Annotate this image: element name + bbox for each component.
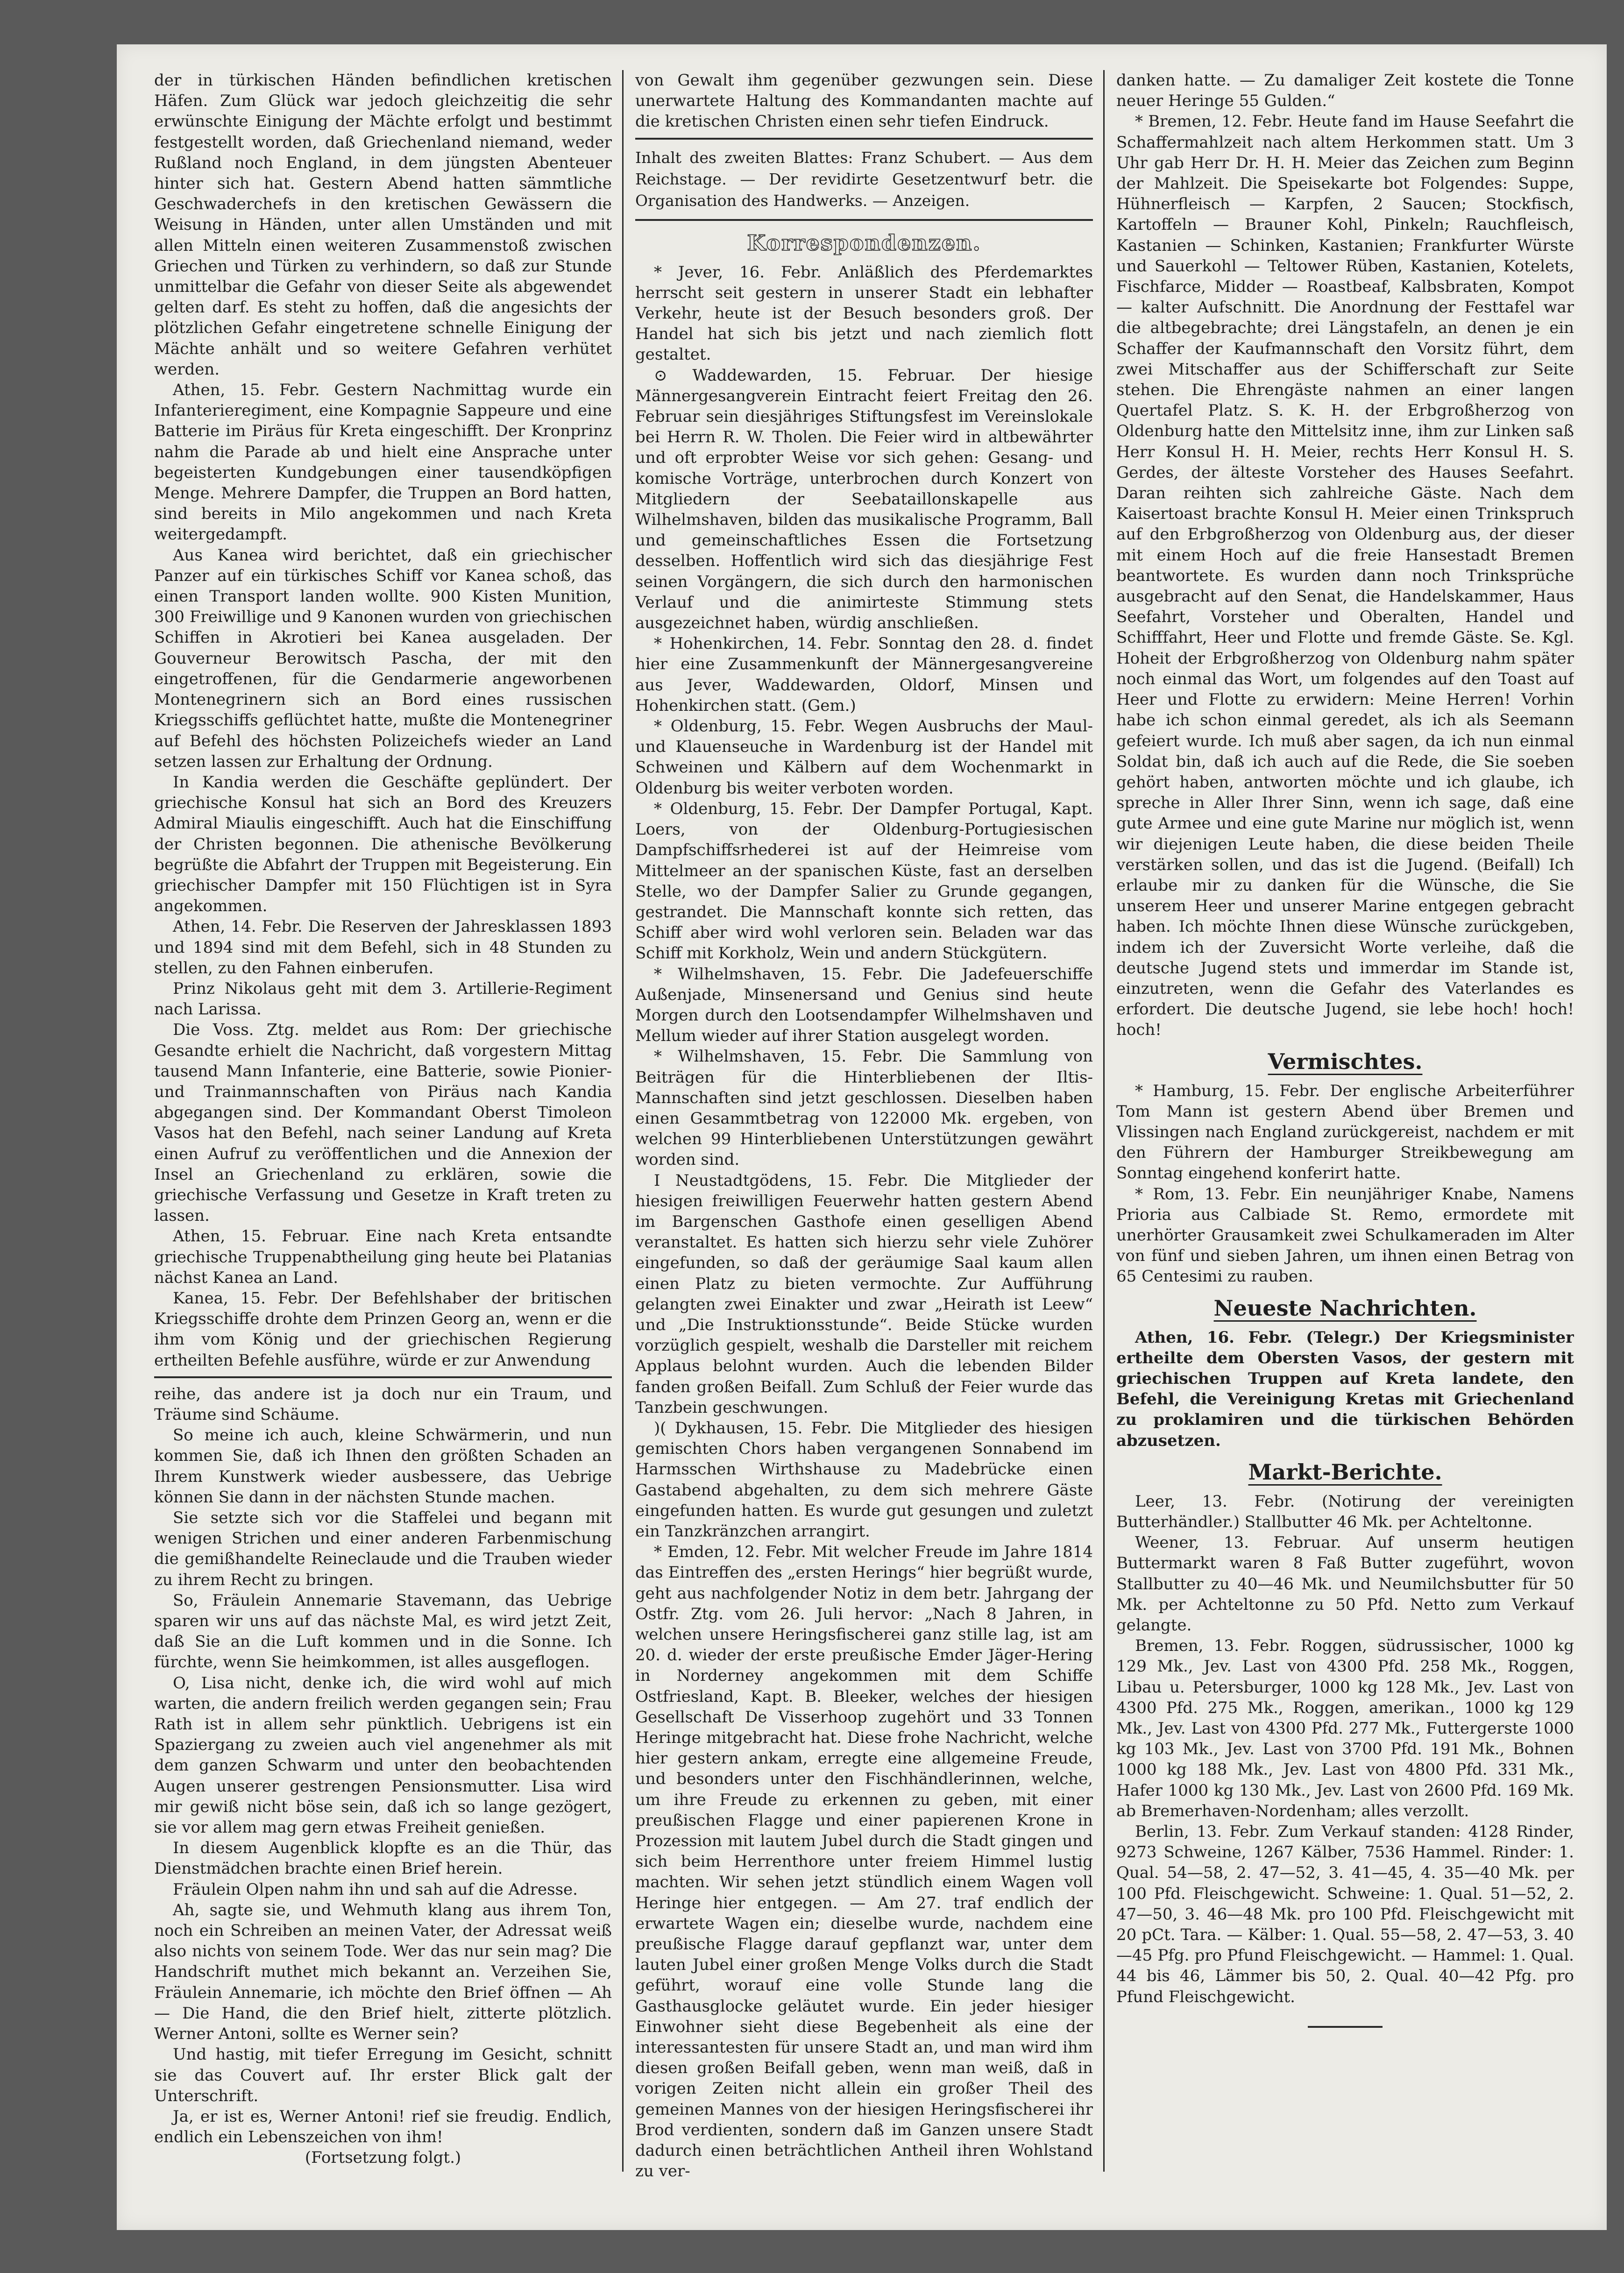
report-paragraph: I Neustadtgödens, 15. Febr. Die Mitglieder der hiesigen freiwilligen Feuerwehr hatten gestern Abend im Bargenschen Gasthofe einen geselligen Abend veranstaltet. Es hatten sich hierzu sehr viele Zuhörer eingefunden, so daß der geräumige Saal kaum allen einen Platz zu bieten vermochte. Zur Aufführung gelangten zwei Einakter und zwar „Heirath ist Leew“ und „Die Instruktionsstunde“. Beide Stücke wurden vorzüglich gespielt, weshalb die Darsteller mit reichem Applaus belohnt wurden. Auch die lebenden Bilder fanden großen Beifall. Zum Schluß der Feier wurde das Tanzbein geschwungen. xyxy=(635,1171,1093,1417)
column-3 xyxy=(1116,70,1574,2214)
telegram-paragraph: Athen, 16. Febr. (Telegr.) Der Kriegsminister ertheilte dem Obersten Vasos, der gestern mit griechischen Truppen auf Kreta landete, den Befehl, die Vereinigung Kretas mit Griechenland zu proklamiren und die türkischen Behörden abzusetzen. xyxy=(1116,1328,1574,1450)
column-divider xyxy=(1103,70,1105,2172)
section-heading-korrespondenzen: Korrespondenzen. xyxy=(747,230,981,255)
news-paragraph: * Hamburg, 15. Febr. Der englische Arbeiterführer Tom Mann ist gestern Abend über Bremen und Vlissingen nach England zurückgereist, nachdem er mit den Führern der Hamburger Streikbewegung am Sonntag eingehend konferirt hatte. xyxy=(1116,1081,1574,1183)
feuilleton-divider xyxy=(154,1376,612,1378)
section-heading-neueste-nachrichten: Neueste Nachrichten. xyxy=(1213,1295,1477,1321)
report-paragraph: * Oldenburg, 15. Febr. Der Dampfer Portugal, Kapt. Loers, von der Oldenburg-Portugiesischen Dampfschiffsrhederei ist auf der Heimreise vom Mittelmeer an der spanischen Küste, fast an derselben Stelle, wo der Dampfer Salier zu Grunde gegangen, gestrandet. Die Mannschaft konnte sich retten, das Schiff aber wird wohl verloren sein. Beladen war das Schiff mit Korkholz, Wein und andern Stückgütern. xyxy=(635,799,1093,963)
news-paragraph: * Rom, 13. Febr. Ein neunjähriger Knabe, Namens Prioria aus Calbiade St. Remo, ermordete mit unerhörter Grausamkeit zwei Schulkameraden im Alter von fünf und sieben Jahren, um ihnen einen Betrag von 65 Centesimi zu rauben. xyxy=(1116,1184,1574,1286)
report-paragraph: )( Dykhausen, 15. Febr. Die Mitglieder des hiesigen gemischten Chors haben vergangenen Sonnabend im Harmsschen Wirthshause zu Madebrücke einen Gastabend abgehalten, zu dem sich mehrere Gäste eingefunden hatten. Es wurde gut gesungen und zuletzt ein Tanzkränzchen arrangirt. xyxy=(635,1418,1093,1541)
report-paragraph: * Wilhelmshaven, 15. Febr. Die Sammlung von Beiträgen für die Hinterbliebenen der Iltis-Mannschaften sind jetzt geschlossen. Dieselben haben einen Gesammtbetrag von 122000 Mk. ergeben, von welchen 99 Hinterbliebenen Unterstützungen gewährt worden sind. xyxy=(635,1047,1093,1169)
feuilleton-paragraph: In diesem Augenblick klopfte es an die Thür, das Dienstmädchen brachte einen Brief herein. xyxy=(154,1839,612,1878)
feuilleton-paragraph: So, Fräulein Annemarie Stavemann, das Uebrige sparen wir uns auf das nächste Mal, es wird jetzt Zeit, daß Sie an die Luft kommen und in die Sonne. Ich fürchte, wenn Sie heimkommen, ist alles ausgeflogen. xyxy=(154,1591,612,1672)
article-paragraph: In Kandia werden die Geschäfte geplündert. Der griechische Konsul hat sich an Bord des Kreuzers Admiral Miaulis eingeschifft. Auch hat die Einschiffung der Christen begonnen. Die athenische Bevölkerung begrüßte die Abfahrt der Truppen mit Begeisterung. Ein griechischer Dampfer mit 150 Flüchtigen ist in Syra angekommen. xyxy=(154,772,612,916)
article-paragraph: Athen, 14. Febr. Die Reserven der Jahresklassen 1893 und 1894 sind mit dem Befehl, sich in 48 Stunden zu stellen, zu den Fahnen einberufen. xyxy=(154,917,612,977)
column-1 xyxy=(154,70,612,2214)
feuilleton-paragraph: O, Lisa nicht, denke ich, die wird wohl auf mich warten, die andern freilich werden gegangen sein; Frau Rath ist in allem sehr pünktlich. Uebrigens ist ein Spaziergang zu zweien auch viel angenehmer als mit dem ganzen Schwarm und unter den beobachtenden Augen unserer gestrengen Pensionsmutter. Lisa wird mir gewiß nicht böse sein, daß ich so lange gezögert, sie vor allem mag gern etwas Freiheit genießen. xyxy=(154,1673,612,1837)
contents-note: Inhalt des zweiten Blattes: Franz Schubert. — Aus dem Reichstage. — Der revidirte Gesetzentwurf betr. die Organisation des Handwerks. — Anzeigen. xyxy=(635,148,1093,210)
market-paragraph: Bremen, 13. Febr. Roggen, südrussischer, 1000 kg 129 Mk., Jev. Last von 4300 Pfd. 258 Mk., Roggen, Libau u. Petersburger, 1000 kg 128 Mk., Jev. Last von 4300 Pfd. 275 Mk., Roggen, amerikan., 1000 kg 129 Mk., Jev. Last von 4300 Pfd. 277 Mk., Futtergerste 1000 kg 103 Mk., Jev. Last von 3700 Pfd. 191 Mk., Bohnen 1000 kg 188 Mk., Jev. Last von 4800 Pfd. 331 Mk., Hafer 1000 kg 130 Mk., Jev. Last von 2600 Pfd. 169 Mk. ab Bremerhaven-Nordenham; alles verzollt. xyxy=(1116,1636,1574,1820)
feuilleton-paragraph: Ah, sagte sie, und Wehmuth klang aus ihrem Ton, noch ein Schreiben an meinen Vater, der Adressat weiß also nichts von seinem Tode. Wer das nur sein mag? Die Handschrift muthet mich bekannt an. Verzeihen Sie, Fräulein Annemarie, ich möchte den Brief öffnen — Ah — Die Hand, die den Brief hielt, zitterte plötzlich. Werner Antoni, sollte es Werner sein? xyxy=(154,1900,612,2044)
feuilleton-paragraph: So meine ich auch, kleine Schwärmerin, und nun kommen Sie, daß ich Ihnen den größten Schaden an Ihrem Kunstwerk wieder ausbessere, das Uebrige können Sie dann in der nächsten Stunde machen. xyxy=(154,1426,612,1507)
article-paragraph: Die Voss. Ztg. meldet aus Rom: Der griechische Gesandte erhielt die Nachricht, daß vorgestern Mittag tausend Mann Infanterie, eine Batterie, sowie Pionier- und Trainmannschaften von Piräus nach Kandia abgegangen sind. Der Kommandant Oberst Timoleon Vasos hat den Befehl, nach seiner Landung auf Kreta einen Aufruf zu veröffentlichen und die Annexion der Insel an Griechenland zu erklären, sowie die griechische Verfassung und Gesetze in Kraft treten zu lassen. xyxy=(154,1020,612,1225)
section-divider xyxy=(635,219,1093,221)
article-paragraph: Athen, 15. Februar. Eine nach Kreta entsandte griechische Truppenabtheilung ging heute bei Platanias nächst Kanea an Land. xyxy=(154,1227,612,1287)
report-paragraph: danken hatte. — Zu damaliger Zeit kostete die Tonne neuer Heringe 55 Gulden.“ xyxy=(1116,71,1574,111)
section-heading-markt-berichte: Markt-Berichte. xyxy=(1248,1459,1442,1485)
article-paragraph: Prinz Nikolaus geht mit dem 3. Artillerie-Regiment nach Larissa. xyxy=(154,979,612,1019)
article-paragraph: der in türkischen Händen befindlichen kretischen Häfen. Zum Glück war jedoch gleichzeitig die sehr erwünschte Einigung der Mächte erfolgt und bestimmt festgestellt worden, daß Griechenland niemand, weder Rußland noch England, in dem jüngsten Abenteuer hinter sich hat. Gestern Abend hatten sämmtliche Geschwaderchefs in den kretischen Gewässern die Weisung in Händen, unter allen Umständen und mit allen Mitteln einen weiteren Zusammenstoß zwischen Griechen und Türken zu verhindern, so daß zur Stunde unmittelbar die Gefahr von dieser Seite als abgewendet gelten darf. Es steht zu hoffen, daß die angesichts der plötzlichen Gefahr eingetretene schnelle Einigung der Mächte anhält und so weitere Gefahren verhütet werden. xyxy=(154,71,612,379)
column-2 xyxy=(635,70,1093,2214)
continuation-note: (Fortsetzung folgt.) xyxy=(305,2148,461,2167)
report-paragraph: * Oldenburg, 15. Febr. Wegen Ausbruchs der Maul- und Klauenseuche in Wardenburg ist der Handel mit Schweinen und Kälbern auf dem Wochenmarkt in Oldenburg bis weiter verboten worden. xyxy=(635,717,1093,798)
feuilleton-paragraph: reihe, das andere ist ja doch nur ein Traum, und Träume sind Schäume. xyxy=(154,1384,612,1424)
article-paragraph: von Gewalt ihm gegenüber gezwungen sein. Diese unerwartete Haltung des Kommandanten machte auf die kretischen Christen einen sehr tiefen Eindruck. xyxy=(635,71,1093,131)
feuilleton-paragraph: Ja, er ist es, Werner Antoni! rief sie freudig. Endlich, endlich ein Lebenszeichen von ihm! xyxy=(154,2107,612,2147)
report-paragraph: * Bremen, 12. Febr. Heute fand im Hause Seefahrt die Schaffermahlzeit nach altem Herkommen statt. Um 3 Uhr gab Herr Dr. H. H. Meier das Zeichen zum Beginn der Mahlzeit. Die Speisekarte bot Folgendes: Suppe, Hühnerfleisch — Karpfen, 2 Saucen; Stockfisch, Kartoffeln — Brauner Kohl, Pinkeln; Rauchfleisch, Kastanien — Schinken, Kastanien; Frankfurter Würste und Sauerkohl — Teltower Rüben, Kastanien, Kotelets, Fischfarce, Midder — Roastbeaf, Kalbsbraten, Kompot — kalter Aufschnitt. Die Anordnung der Festtafel war die altbegebrachte; drei Längstafeln, an denen je ein Schaffer der Kaufmannschaft den Vorsitz führt, dem zwei Mitschaffer aus der Schifferschaft zur Seite stehen. Die Ehrengäste nahmen an einer langen Quertafel Platz. S. K. H. der Erbgroßherzog von Oldenburg hatte den Mittelsitz inne, ihm zur Linken saß Herr Konsul H. H. Meier, rechts Herr Konsul H. S. Gerdes, der älteste Vorsteher des Hauses Seefahrt. Daran reihten sich zahlreiche Gäste. Nach dem Kaisertoast brachte Konsul H. Meier einen Trinkspruch auf den Erbgroßherzog von Oldenburg aus, der dieser mit einem Hoch auf die freie Hansestadt Bremen beantwortete. Es wurden dann noch Trinksprüche ausgebracht auf den Senat, die Handelskammer, Haus Seefahrt, Vorsteher und Oberalten, Handel und Schifffahrt, Heer und Flotte und fremde Gäste. Se. Kgl. Hoheit der Erbgroßherzog von Oldenburg nahm später noch einmal das Wort, um folgendes auf den Toast auf Heer und Flotte zu erwidern: Meine Herren! Vorhin habe ich schon einmal geredet, als ich als Seemann gefeiert wurde. Ich muß aber sagen, da ich nun einmal Soldat bin, daß ich auch auf die Rede, die Sie soeben gehört haben, antworten möchte und ich glaube, ich spreche in Aller Ihrer Sinn, wenn ich sage, daß eine gute Armee und eine gute Marine nur möglich ist, wenn wir diejenigen Leute haben, die diese beiden Theile verstärken sollen, und das ist die Jugend. (Beifall) Ich erlaube mir zu danken für die Wünsche, die Sie unserem Heer und unserer Marine entgegen gebracht haben. Ich möchte Ihnen diese Wünsche zurückgeben, indem ich der Zuversicht Worte verleihe, daß die deutsche Jugend stets und immerdar im Stande ist, einzutreten, wenn die Gefahr des Vaterlandes es erfordert. Die deutsche Jugend, sie lebe hoch! hoch! hoch! xyxy=(1116,112,1574,1040)
report-paragraph: * Emden, 12. Febr. Mit welcher Freude im Jahre 1814 das Eintreffen des „ersten Herings“ hier begrüßt wurde, geht aus nachfolgender Notiz in dem betr. Jahrgang der Ostfr. Ztg. vom 26. Juli hervor: „Nach 8 Jahren, in welchen unsere Heringsfischerei ganz stille lag, ist am 20. d. wieder der erste preußische Emder Jäger-Hering in Norderney angekommen mit dem Schiffe Ostfriesland, Kapt. B. Bleeker, welches der hiesigen Gesellschaft De Visserhoop zugehört und 33 Tonnen Heringe mitgebracht hat. Diese frohe Nachricht, welche hier gestern ankam, erregte eine allgemeine Freude, und besonders unter den Fischhändlerinnen, welche, um ihre Freude zu erkennen zu geben, mit einer preußischen Flagge und einer papierenen Krone in Prozession mit lautem Jubel durch die Stadt gingen und sich beim Herrenthore unter freiem Himmel lustig machten. Wir sehen jetzt stündlich einem Wagen voll Heringe hier entgegen. — Am 27. traf endlich der erwartete Wagen ein; dieselbe wurde, nachdem eine preußische Flagge darauf gepflanzt war, unter dem lauten Jubel einer großen Menge Volks durch die Stadt geführt, worauf eine volle Stunde lang die Gasthausglocke geläutet wurde. Ein jeder hiesiger Einwohner sieht diese Begebenheit als eine der interessantesten für unsere Stadt an, und man wird ihm diesen großen Beifall geben, wenn man weiß, daß in vorigen Zeiten nicht allein ein großer Theil des gemeinen Mannes von der hiesigen Heringsfischerei ihr Brod verdienten, sondern daß im Ganzen unsere Stadt dadurch einen beträchtlichen Antheil ihren Wohlstand zu ver- xyxy=(635,1543,1093,2181)
section-heading-vermischtes: Vermischtes. xyxy=(1268,1048,1423,1074)
section-divider xyxy=(635,138,1093,140)
feuilleton-paragraph: Fräulein Olpen nahm ihn und sah auf die Adresse. xyxy=(173,1880,578,1899)
end-rule xyxy=(1308,2026,1383,2028)
newspaper-page xyxy=(117,44,1607,2230)
article-paragraph: Athen, 15. Febr. Gestern Nachmittag wurde ein Infanterieregiment, eine Kompagnie Sappeure und eine Batterie im Piräus für Kreta eingeschifft. Der Kronprinz nahm die Parade ab und hielt eine Ansprache unter begeisterten Kundgebungen einer tausendköpfigen Menge. Mehrere Dampfer, die Truppen an Bord hatten, sind bereits in Milo angekommen und nach Kreta weitergedampft. xyxy=(154,381,612,544)
article-paragraph: Kanea, 15. Febr. Der Befehlshaber der britischen Kriegsschiffe drohte dem Prinzen Georg an, wenn er die ihm vom König und der griechischen Regierung ertheilten Befehle ausführe, würde er zur Anwendung xyxy=(154,1289,612,1370)
report-paragraph: * Hohenkirchen, 14. Febr. Sonntag den 28. d. findet hier eine Zusammenkunft der Männergesangvereine aus Jever, Waddewarden, Oldorf, Minsen und Hohenkirchen statt. (Gem.) xyxy=(635,634,1093,715)
article-paragraph: Aus Kanea wird berichtet, daß ein griechischer Panzer auf ein türkisches Schiff vor Kanea schoß, das einen Transport landen wollte. 900 Kisten Munition, 300 Freiwillige und 9 Kanonen wurden von griechischen Schiffen in Akrotieri bei Kanea ausgeladen. Der Gouverneur Berowitsch Pascha, der mit den eingetroffenen, für die Gendarmerie angeworbenen Montenegrinern sich an Bord eines russischen Kriegsschiffs geflüchtet hatte, mußte die Montenegriner auf Befehl des höchsten Polizeichefs wieder an Land setzen lassen zur Erhaltung der Ordnung. xyxy=(154,545,612,771)
report-paragraph: * Wilhelmshaven, 15. Febr. Die Jadefeuerschiffe Außenjade, Minsenersand und Genius sind heute Morgen durch den Lootsendampfer Wilhelmshaven und Mellum wieder auf ihrer Station ausgelegt worden. xyxy=(635,964,1093,1046)
feuilleton-paragraph: Sie setzte sich vor die Staffelei und begann mit wenigen Strichen und einer anderen Farbenmischung die gemißhandelte Reineclaude und die Trauben wieder zu ihrem Recht zu bringen. xyxy=(154,1508,612,1589)
report-paragraph: ⊙ Waddewarden, 15. Februar. Der hiesige Männergesangverein Eintracht feiert Freitag den 26. Februar sein diesjähriges Stiftungsfest im Vereinslokale bei Herrn R. W. Tholen. Die Feier wird in altbewährter und oft erprobter Weise vor sich gehen: Gesang- und komische Vorträge, unterbrochen durch Konzert von Mitgliedern der Seebataillonskapelle aus Wilhelmshaven, bilden das musikalische Programm, Ball und gemeinschaftliches Essen die Fortsetzung desselben. Hoffentlich wird sich das diesjährige Fest seinen Vorgängern, die sich durch den harmonischen Verlauf und die animirteste Stimmung stets ausgezeichnet haben, würdig anschließen. xyxy=(635,366,1093,633)
report-paragraph: * Jever, 16. Febr. Anläßlich des Pferdemarktes herrscht seit gestern in unserer Stadt ein lebhafter Verkehr, heute ist der Besuch besonders groß. Der Handel hat sich bis jetzt und nach ziemlich flott gestaltet. xyxy=(635,262,1093,364)
market-paragraph: Berlin, 13. Febr. Zum Verkauf standen: 4128 Rinder, 9273 Schweine, 1267 Kälber, 7536 Hammel. Rinder: 1. Qual. 54—58, 2. 47—52, 3. 41—45, 4. 35—40 Mk. per 100 Pfd. Fleischgewicht. Schweine: 1. Qual. 51—52, 2. 47—50, 3. 46—48 Mk. pro 100 Pfd. Fleischgewicht mit 20 pCt. Tara. — Kälber: 1. Qual. 55—58, 2. 47—53, 3. 40—45 Pfg. pro Pfund Fleischgewicht. — Hammel: 1. Qual. 44 bis 46, Lämmer bis 50, 2. Qual. 40—42 Pfg. pro Pfund Fleischgewicht. xyxy=(1116,1822,1574,2006)
market-paragraph: Weener, 13. Februar. Auf unserm heutigen Buttermarkt waren 8 Faß Butter zugeführt, wovon Stallbutter zu 40—46 Mk. und Neumilchsbutter für 50 Mk. per Achteltonne zu 50 Pfd. Netto zum Verkauf gelangte. xyxy=(1116,1533,1574,1635)
feuilleton-paragraph: Und hastig, mit tiefer Erregung im Gesicht, schnitt sie das Couvert auf. Ihr erster Blick galt der Unterschrift. xyxy=(154,2045,612,2105)
market-paragraph: Leer, 13. Febr. (Notirung der vereinigten Butterhändler.) Stallbutter 46 Mk. per Achteltonne. xyxy=(1116,1492,1574,1531)
column-divider xyxy=(622,70,624,2172)
